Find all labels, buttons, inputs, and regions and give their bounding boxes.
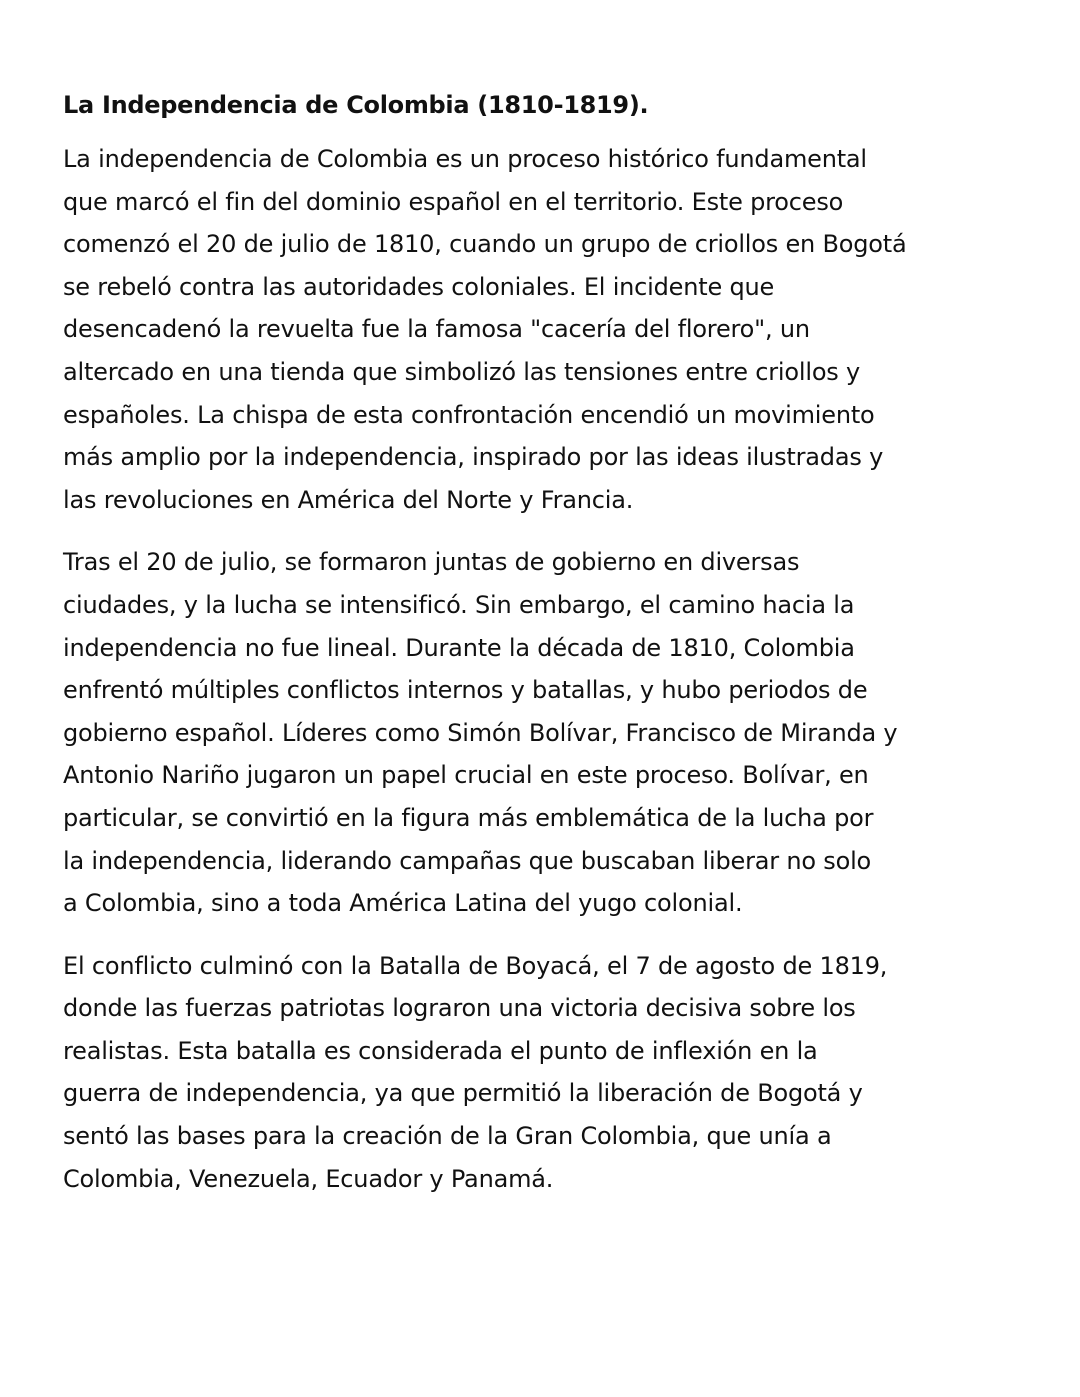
paragraph-line: la independencia, liderando campañas que buscaban liberar no solo xyxy=(63,846,872,875)
paragraph-line: las revoluciones en América del Norte y Francia. xyxy=(63,485,634,514)
document-page xyxy=(63,80,963,1220)
paragraph-line: gobierno español. Líderes como Simón Bolívar, Francisco de Miranda y xyxy=(63,718,898,747)
paragraph-line: ciudades, y la lucha se intensificó. Sin embargo, el camino hacia la xyxy=(63,590,855,619)
paragraph-line: a Colombia, sino a toda América Latina del yugo colonial. xyxy=(63,889,743,918)
paragraph-1 xyxy=(63,138,963,521)
paragraph-line: enfrentó múltiples conflictos internos y batallas, y hubo periodos de xyxy=(63,676,868,705)
paragraph-line: independencia no fue lineal. Durante la década de 1810, Colombia xyxy=(63,633,855,662)
paragraph-line: españoles. La chispa de esta confrontación encendió un movimiento xyxy=(63,400,875,429)
paragraph-line: Colombia, Venezuela, Ecuador y Panamá. xyxy=(63,1164,554,1193)
paragraph-line: El conflicto culminó con la Batalla de Boyacá, el 7 de agosto de 1819, xyxy=(63,951,888,980)
paragraph-2 xyxy=(63,541,963,924)
paragraph-line: realistas. Esta batalla es considerada el punto de inflexión en la xyxy=(63,1036,818,1065)
paragraph-line: guerra de independencia, ya que permitió la liberación de Bogotá y xyxy=(63,1079,863,1108)
paragraph-line: sentó las bases para la creación de la Gran Colombia, que unía a xyxy=(63,1122,832,1151)
paragraph-3 xyxy=(63,945,963,1201)
paragraph-line: Antonio Nariño jugaron un papel crucial en este proceso. Bolívar, en xyxy=(63,761,869,790)
paragraph-line: particular, se convirtió en la figura más emblemática de la lucha por xyxy=(63,803,874,832)
paragraph-line: altercado en una tienda que simbolizó las tensiones entre criollos y xyxy=(63,357,861,386)
paragraph-line: Tras el 20 de julio, se formaron juntas de gobierno en diversas xyxy=(63,548,800,577)
paragraph-line: que marcó el fin del dominio español en el territorio. Este proceso xyxy=(63,187,844,216)
paragraph-line: comenzó el 20 de julio de 1810, cuando un grupo de criollos en Bogotá xyxy=(63,230,907,259)
paragraph-line: donde las fuerzas patriotas lograron una victoria decisiva sobre los xyxy=(63,994,856,1023)
paragraph-line: más amplio por la independencia, inspirado por las ideas ilustradas y xyxy=(63,443,884,472)
document-title: La Independencia de Colombia (1810-1819). xyxy=(63,91,649,119)
paragraph-line: La independencia de Colombia es un proceso histórico fundamental xyxy=(63,145,867,173)
paragraph-line: se rebeló contra las autoridades coloniales. El incidente que xyxy=(63,272,775,301)
paragraph-line: desencadenó la revuelta fue la famosa "cacería del florero", un xyxy=(63,315,810,344)
